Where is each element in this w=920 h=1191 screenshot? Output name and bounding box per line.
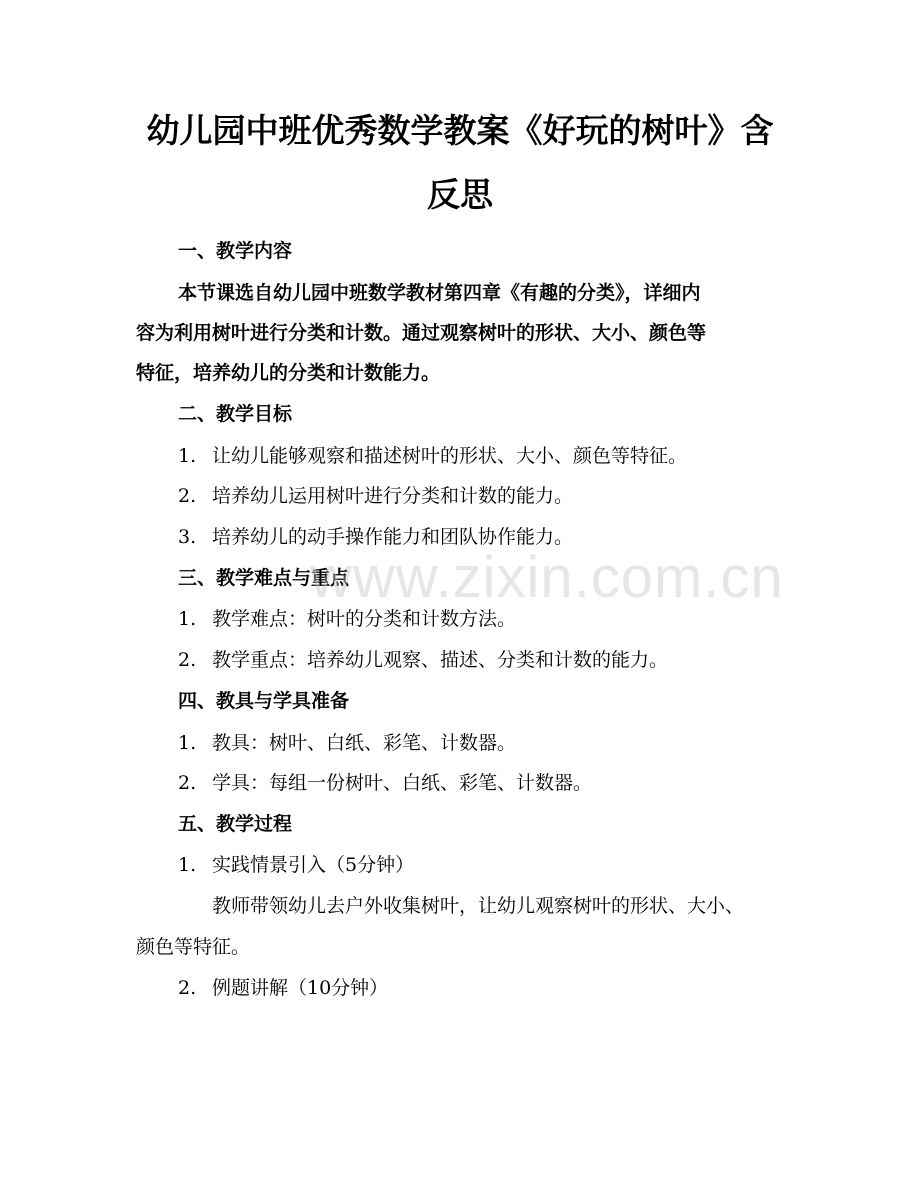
section-heading-process: 五、教学过程 [178,813,293,835]
process-step-2 [178,975,388,1001]
watermark-text: www.zixin.com.cn [310,545,784,610]
document-title-line-2: 反思 [427,175,493,214]
list-number: 2. [178,977,197,999]
content-paragraph-line-3: 特征，培养幼儿的分类和计数能力。 [136,362,441,384]
list-text: 教学重点：培养幼儿观察、描述、分类和计数的能力。 [212,649,669,671]
list-text: 培养幼儿的动手操作能力和团队协作能力。 [212,526,574,548]
list-number: 1. [178,608,197,630]
content-paragraph-line-2: 容为利用树叶进行分类和计数。通过观察树叶的形状、大小、颜色等 [136,322,707,344]
list-text: 让幼儿能够观察和描述树叶的形状、大小、颜色等特征。 [212,445,688,467]
list-number: 1. [178,854,197,876]
process-step-1 [178,852,414,878]
section-heading-materials: 四、教具与学具准备 [178,690,350,712]
goal-item-1 [178,443,687,469]
list-number: 2. [178,649,197,671]
content-paragraph-line-1: 本节课选自幼儿园中班数学教材第四章《有趣的分类》，详细内 [178,282,701,304]
process-step-1-paragraph-line-2: 颜色等特征。 [136,936,251,958]
list-number: 2. [178,485,197,507]
list-text: 教具：树叶、白纸、彩笔、计数器。 [212,732,517,754]
list-text: 例题讲解（10分钟） [212,977,389,999]
materials-item-1 [178,730,516,756]
section-heading-content: 一、教学内容 [178,240,293,262]
list-text: 培养幼儿运用树叶进行分类和计数的能力。 [212,485,574,507]
materials-item-2 [178,770,592,796]
list-number: 1. [178,445,197,467]
list-text: 学具：每组一份树叶、白纸、彩笔、计数器。 [212,772,593,794]
section-heading-key-points: 三、教学难点与重点 [178,567,350,589]
section-heading-goals: 二、教学目标 [178,403,293,425]
process-step-1-paragraph-line-1: 教师带领幼儿去户外收集树叶，让幼儿观察树叶的形状、大小、 [212,895,745,917]
list-text: 实践情景引入（5分钟） [212,854,415,876]
list-number: 3. [178,526,197,548]
list-text: 教学难点：树叶的分类和计数方法。 [212,608,517,630]
goal-item-2 [178,483,573,509]
list-number: 1. [178,732,197,754]
list-number: 2. [178,772,197,794]
key-point-item-2 [178,647,668,673]
document-title-line-1: 幼儿园中班优秀数学教案《好玩的树叶》含 [146,111,774,150]
